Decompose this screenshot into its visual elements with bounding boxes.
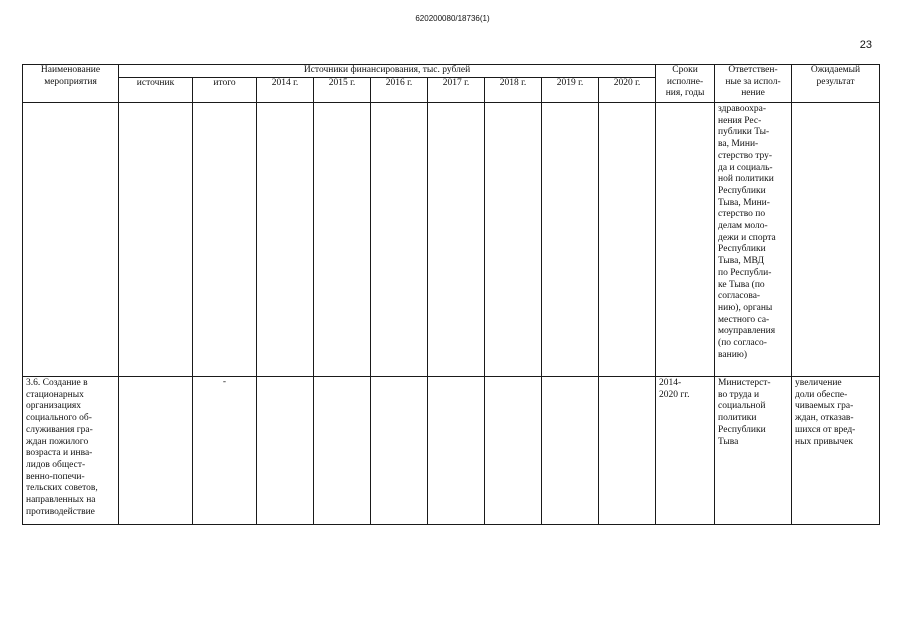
row-source xyxy=(119,377,193,525)
header-year-2015: 2015 г. xyxy=(314,78,371,103)
row-year-2019 xyxy=(542,103,599,377)
header-year-2018: 2018 г. xyxy=(485,78,542,103)
header-year-2016: 2016 г. xyxy=(371,78,428,103)
row-expected: увеличение доли обеспе- чиваемых гра- ждан, отказав- шихся от вред- ных привычек xyxy=(792,377,880,525)
header-responsible: Ответствен- ные за испол- нение xyxy=(715,65,792,103)
row-year-2020 xyxy=(599,103,656,377)
header-year-2019: 2019 г. xyxy=(542,78,599,103)
row-year-2015 xyxy=(314,103,371,377)
row-year-2014 xyxy=(257,103,314,377)
row-expected xyxy=(792,103,880,377)
header-source: источник xyxy=(119,78,193,103)
table-row xyxy=(23,377,880,525)
document-number: 620200080/18736(1) xyxy=(415,14,490,23)
header-year-2020: 2020 г. xyxy=(599,78,656,103)
header-funding: Источники финансирования, тыс. рублей xyxy=(119,65,656,78)
header-year-2014: 2014 г. xyxy=(257,78,314,103)
row-name: 3.6. Создание в стационарных организациях социального об- служивания гра- ждан пожилого возраста и инва- лидов общест- венно-попечи- тельских советов, направленных на противодействие xyxy=(23,377,119,525)
table-row xyxy=(23,103,880,377)
row-deadline xyxy=(656,103,715,377)
row-year-2018 xyxy=(485,103,542,377)
row-year-2015 xyxy=(314,377,371,525)
row-total: - xyxy=(193,377,257,525)
row-total xyxy=(193,103,257,377)
row-responsible: Министерст- во труда и социальной политики Республики Тыва xyxy=(715,377,792,525)
row-name xyxy=(23,103,119,377)
header-total: итого xyxy=(193,78,257,103)
header-expected: Ожидаемый результат xyxy=(792,65,880,103)
row-year-2020 xyxy=(599,377,656,525)
row-year-2016 xyxy=(371,377,428,525)
funding-table xyxy=(22,64,880,525)
row-year-2016 xyxy=(371,103,428,377)
header-deadline: Сроки исполне- ния, годы xyxy=(656,65,715,103)
header-year-2017: 2017 г. xyxy=(428,78,485,103)
row-source xyxy=(119,103,193,377)
row-year-2017 xyxy=(428,377,485,525)
page-number: 23 xyxy=(859,39,872,51)
row-year-2014 xyxy=(257,377,314,525)
row-year-2017 xyxy=(428,103,485,377)
row-year-2019 xyxy=(542,377,599,525)
header-name: Наименование мероприятия xyxy=(23,65,119,103)
row-year-2018 xyxy=(485,377,542,525)
row-responsible: здравоохра- нения Рес- публики Ты- ва, Мини- стерство тру- да и социаль- ной политики Республики Тыва, Мини- стерство по делам моло- дежи и спорта Республики Тыва, МВД по Республи- ке Тыва (по согласова- нию), органы местного са- моуправления (по согласо- ванию) xyxy=(715,103,792,377)
row-deadline: 2014- 2020 гг. xyxy=(656,377,715,525)
